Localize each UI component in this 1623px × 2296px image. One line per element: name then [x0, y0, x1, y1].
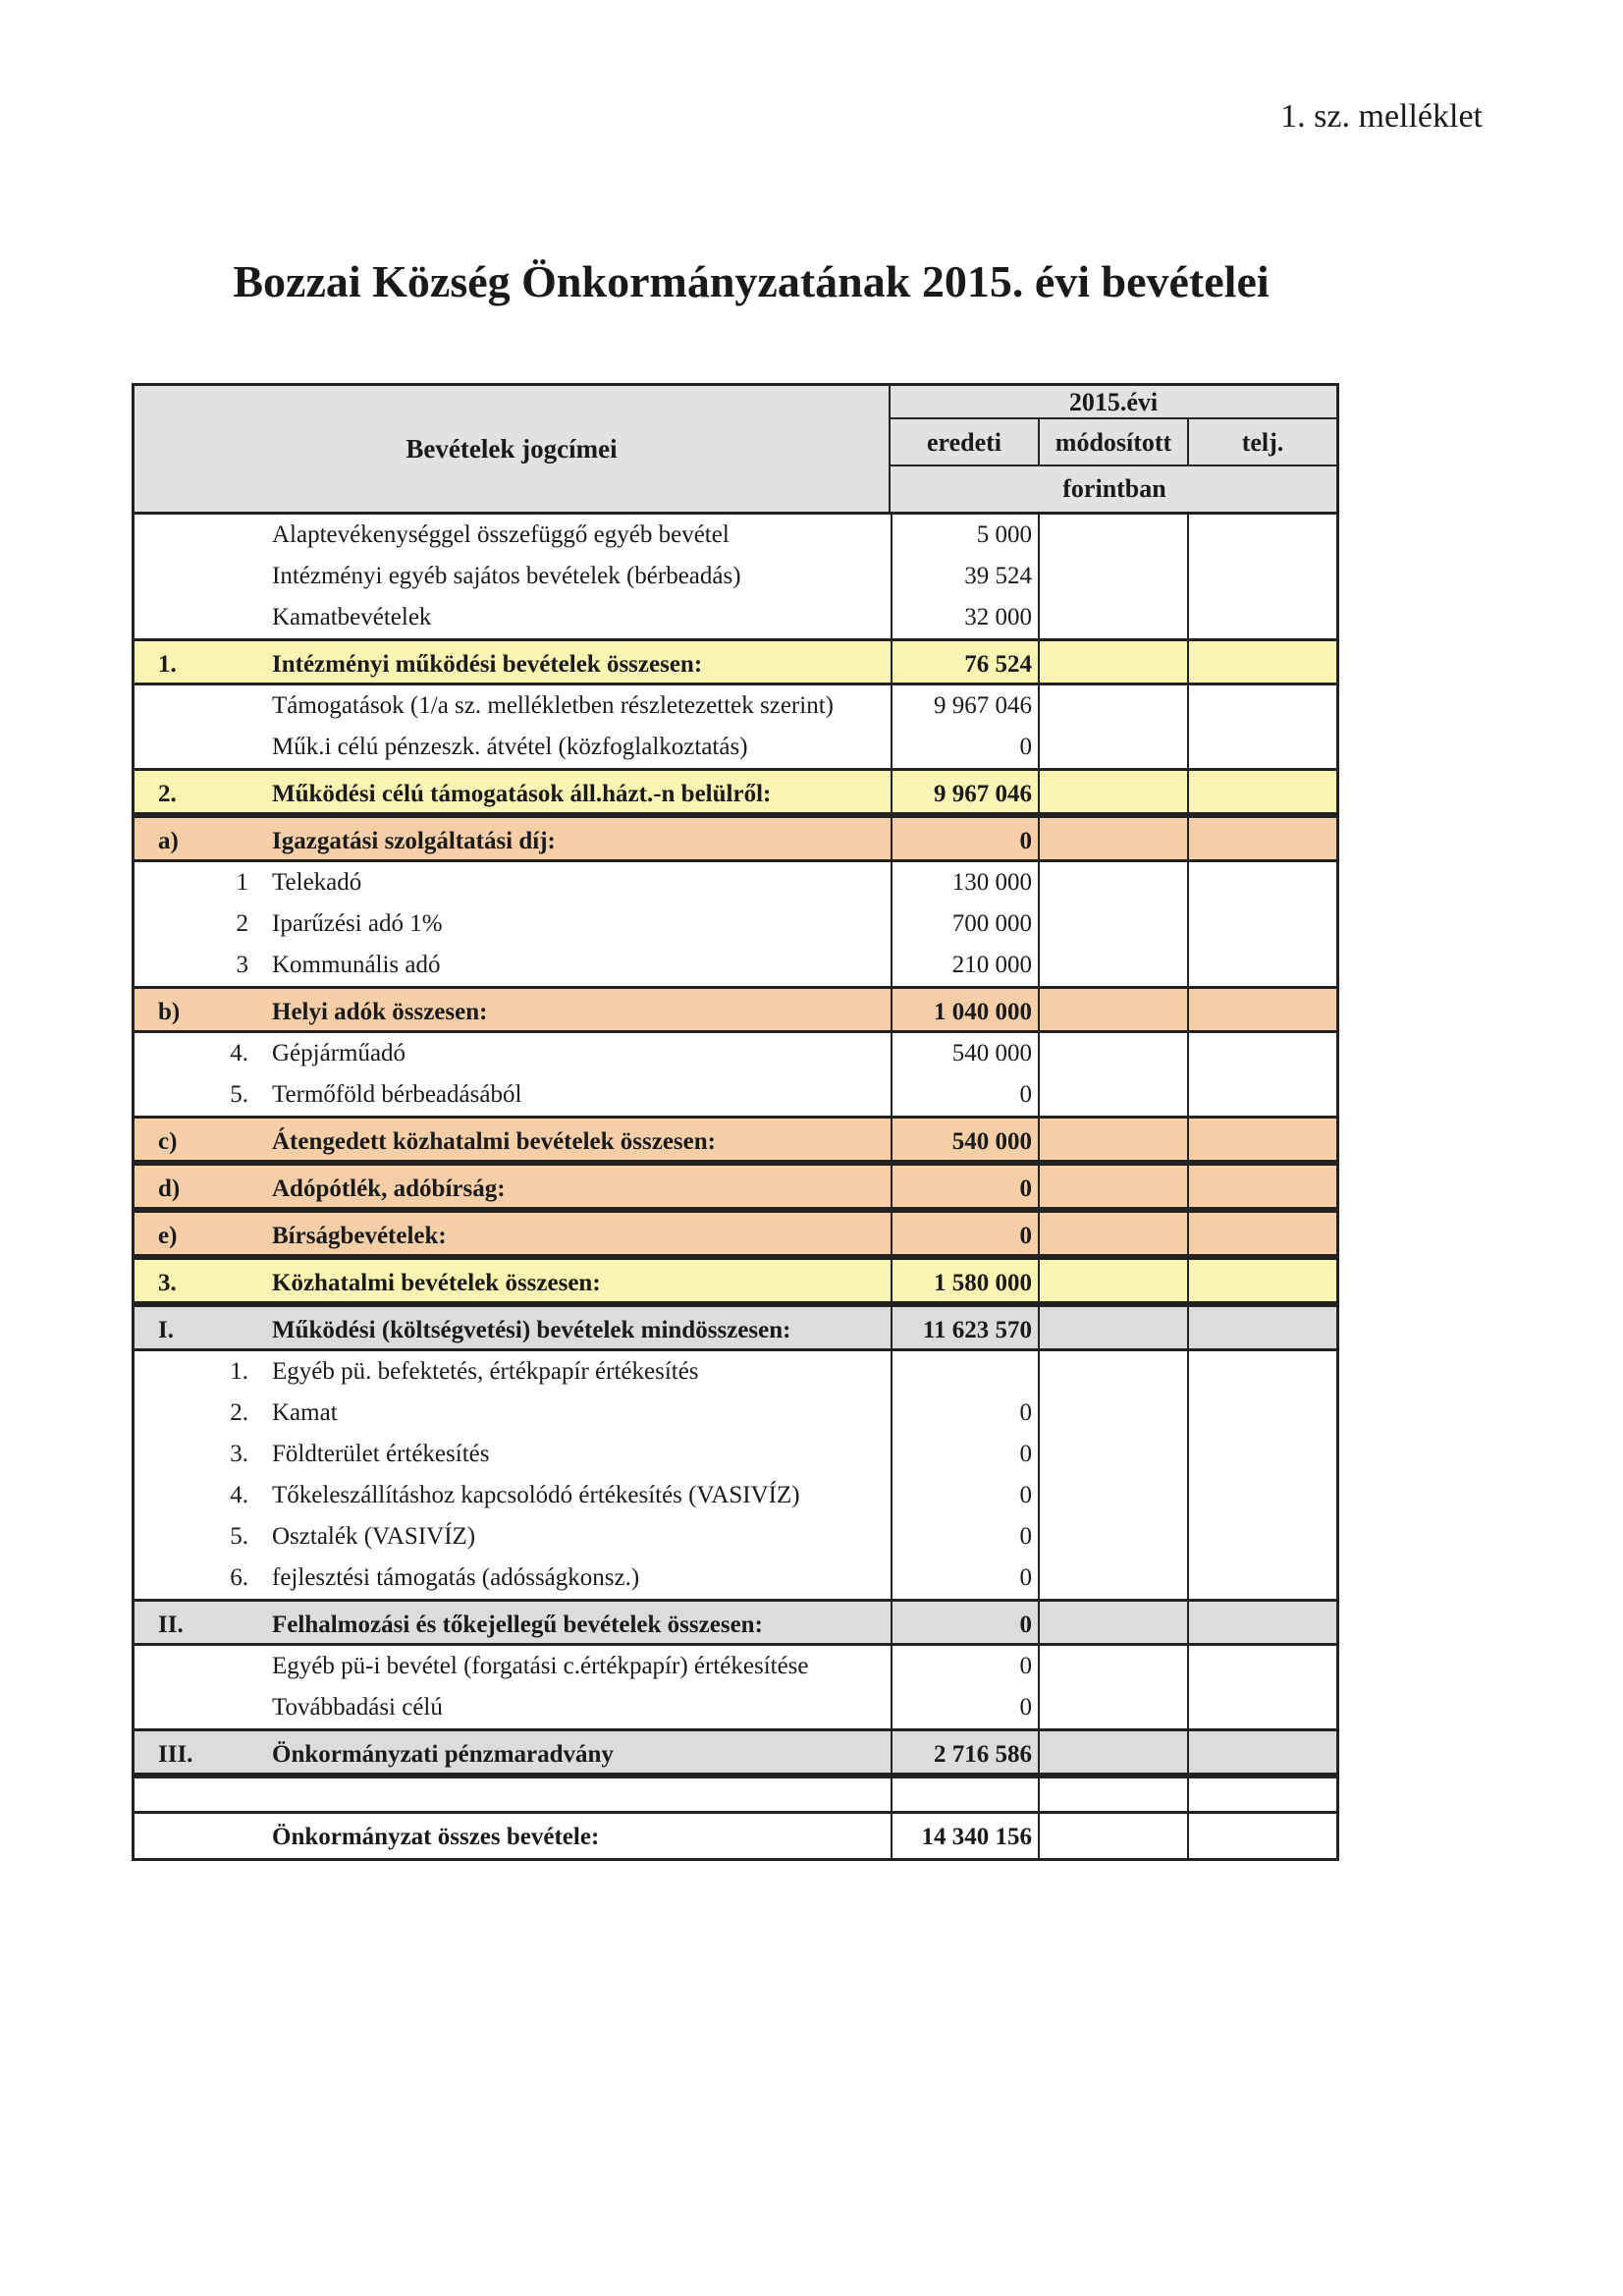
row-value-modositott — [1040, 1778, 1189, 1811]
row-value-modositott — [1040, 771, 1189, 812]
row-value-eredeti: 1 580 000 — [891, 1260, 1040, 1301]
row-value-modositott — [1040, 641, 1189, 683]
row-number: 2. — [230, 1399, 248, 1426]
row-value-modositott — [1040, 1646, 1189, 1687]
row-value-eredeti: 32 000 — [891, 597, 1040, 638]
row-label: fejlesztési támogatás (adósságkonsz.) — [272, 1564, 640, 1591]
row-label: Egyéb pü. befektetés, értékpapír értékesítés — [272, 1358, 699, 1385]
row-value-telj — [1189, 1434, 1336, 1475]
row-number: 6. — [230, 1564, 248, 1591]
row-label: Igazgatási szolgáltatási díj: — [272, 828, 556, 854]
row-number: 3. — [230, 1441, 248, 1467]
table-row — [135, 1558, 1336, 1599]
row-value-eredeti: 9 967 046 — [891, 685, 1040, 727]
row-label: Műk.i célú pénzeszk. átvétel (közfoglalkoztatás) — [272, 734, 748, 760]
row-value-modositott — [1040, 862, 1189, 903]
row-number: c) — [158, 1128, 178, 1155]
row-label: Önkormányzat összes bevétele: — [272, 1824, 600, 1850]
row-value-eredeti: 0 — [891, 1516, 1040, 1558]
table-row — [135, 556, 1336, 597]
row-number: 1. — [158, 651, 177, 678]
row-value-eredeti: 5 000 — [891, 515, 1040, 556]
row-label: Átengedett közhatalmi bevételek összesen: — [272, 1128, 716, 1155]
row-value-telj — [1189, 556, 1336, 597]
table-body — [135, 515, 1336, 1858]
header-label: Bevételek jogcímei — [135, 386, 891, 512]
row-value-telj — [1189, 771, 1336, 812]
row-label: Adópótlék, adóbírság: — [272, 1175, 506, 1202]
row-value-telj — [1189, 1687, 1336, 1728]
table-row — [135, 1687, 1336, 1728]
row-value-telj — [1189, 989, 1336, 1030]
row-value-modositott — [1040, 1074, 1189, 1116]
row-value-telj — [1189, 1213, 1336, 1254]
row-label: Kamatbevételek — [272, 604, 432, 630]
row-value-modositott — [1040, 989, 1189, 1030]
header-col-eredeti: eredeti — [891, 419, 1040, 466]
table-row — [135, 1516, 1336, 1558]
table-row — [135, 685, 1336, 727]
row-value-modositott — [1040, 597, 1189, 638]
row-label: Földterület értékesítés — [272, 1441, 490, 1467]
annex-label: 1. sz. melléklet — [1280, 98, 1483, 135]
row-value-modositott — [1040, 727, 1189, 768]
row-value-eredeti: 0 — [891, 1602, 1040, 1643]
table-row — [135, 945, 1336, 986]
row-value-modositott — [1040, 1687, 1189, 1728]
blank-row — [135, 1776, 1336, 1811]
row-value-modositott — [1040, 1516, 1189, 1558]
row-value-eredeti: 76 524 — [891, 641, 1040, 683]
row-number: 4. — [230, 1482, 248, 1508]
row-value-telj — [1189, 1475, 1336, 1516]
row-label: Felhalmozási és tőkejellegű bevételek összesen: — [272, 1612, 763, 1638]
row-value-modositott — [1040, 685, 1189, 727]
row-value-eredeti — [891, 1778, 1040, 1811]
row-value-modositott — [1040, 1166, 1189, 1207]
row-number: 2. — [158, 781, 177, 807]
row-number: 3 — [236, 952, 248, 978]
page-title: Bozzai Község Önkormányzatának 2015. évi bevételei — [233, 256, 1270, 306]
row-value-modositott — [1040, 1119, 1189, 1160]
row-number: II. — [158, 1612, 184, 1638]
row-value-modositott — [1040, 1475, 1189, 1516]
row-value-telj — [1189, 1731, 1336, 1773]
row-value-eredeti: 0 — [891, 1687, 1040, 1728]
table-row — [135, 1074, 1336, 1116]
row-number: III. — [158, 1741, 193, 1768]
row-value-modositott — [1040, 1260, 1189, 1301]
row-value-modositott — [1040, 1434, 1189, 1475]
row-label: Gépjárműadó — [272, 1040, 406, 1066]
row-value-modositott — [1040, 515, 1189, 556]
row-value-telj — [1189, 1778, 1336, 1811]
row-value-eredeti: 0 — [891, 1166, 1040, 1207]
row-label: Működési célú támogatások áll.házt.-n belülről: — [272, 781, 772, 807]
table-header — [135, 386, 1336, 515]
row-value-modositott — [1040, 1307, 1189, 1348]
row-label: Alaptevékenységgel összefüggő egyéb bevétel — [272, 521, 730, 548]
row-number: b) — [158, 999, 181, 1025]
row-value-modositott — [1040, 903, 1189, 945]
row-number: I. — [158, 1317, 174, 1343]
row-label: Kamat — [272, 1399, 338, 1426]
row-value-eredeti — [891, 1351, 1040, 1393]
table-total-row — [135, 1599, 1336, 1646]
row-value-telj — [1189, 945, 1336, 986]
row-value-eredeti: 2 716 586 — [891, 1731, 1040, 1773]
row-value-eredeti: 39 524 — [891, 556, 1040, 597]
row-label: Intézményi működési bevételek összesen: — [272, 651, 703, 678]
row-number: 1 — [236, 869, 248, 896]
row-label: Osztalék (VASIVÍZ) — [272, 1523, 476, 1550]
row-value-modositott — [1040, 1814, 1189, 1858]
row-value-telj — [1189, 597, 1336, 638]
row-value-telj — [1189, 818, 1336, 859]
row-value-eredeti: 540 000 — [891, 1033, 1040, 1074]
row-value-eredeti: 0 — [891, 1558, 1040, 1599]
table-row — [135, 1393, 1336, 1434]
row-value-telj — [1189, 1166, 1336, 1207]
row-number: 1. — [230, 1358, 248, 1385]
row-value-telj — [1189, 1602, 1336, 1643]
row-value-eredeti: 0 — [891, 727, 1040, 768]
row-number: 2 — [236, 910, 248, 937]
table-row — [135, 597, 1336, 638]
row-label: Közhatalmi bevételek összesen: — [272, 1270, 601, 1296]
row-value-eredeti: 0 — [891, 1475, 1040, 1516]
header-col-telj: telj. — [1189, 419, 1336, 466]
row-number: d) — [158, 1175, 181, 1202]
row-value-telj — [1189, 1260, 1336, 1301]
row-number: e) — [158, 1223, 178, 1249]
table-row — [135, 1475, 1336, 1516]
table-total-row — [135, 815, 1336, 862]
row-value-telj — [1189, 1307, 1336, 1348]
header-unit: forintban — [1062, 474, 1166, 503]
row-value-telj — [1189, 862, 1336, 903]
row-value-telj — [1189, 1074, 1336, 1116]
table-total-row — [135, 1210, 1336, 1257]
revenue-table — [132, 383, 1339, 1861]
row-label: Iparűzési adó 1% — [272, 910, 443, 937]
row-value-telj — [1189, 727, 1336, 768]
row-value-eredeti: 130 000 — [891, 862, 1040, 903]
table-total-row — [135, 1163, 1336, 1210]
table-row — [135, 903, 1336, 945]
header-year: 2015.évi — [891, 386, 1336, 419]
header-col-modositott: módosított — [1040, 419, 1189, 466]
row-label: Telekadó — [272, 869, 362, 896]
row-value-eredeti: 0 — [891, 1213, 1040, 1254]
table-total-row — [135, 768, 1336, 815]
table-total-row — [135, 1728, 1336, 1776]
row-value-telj — [1189, 1646, 1336, 1687]
row-value-telj — [1189, 1516, 1336, 1558]
row-value-telj — [1189, 1393, 1336, 1434]
row-label: Működési (költségvetési) bevételek mindösszesen: — [272, 1317, 791, 1343]
table-total-row — [135, 1304, 1336, 1351]
row-value-modositott — [1040, 1033, 1189, 1074]
row-value-eredeti: 700 000 — [891, 903, 1040, 945]
row-value-telj — [1189, 1814, 1336, 1858]
row-label: Továbbadási célú — [272, 1694, 443, 1721]
row-value-telj — [1189, 1033, 1336, 1074]
table-row — [135, 515, 1336, 556]
table-row — [135, 862, 1336, 903]
table-row — [135, 727, 1336, 768]
row-value-modositott — [1040, 556, 1189, 597]
row-value-eredeti: 210 000 — [891, 945, 1040, 986]
row-label: Intézményi egyéb sajátos bevételek (bérbeadás) — [272, 563, 741, 589]
row-number: 3. — [158, 1270, 177, 1296]
row-value-modositott — [1040, 1558, 1189, 1599]
row-value-eredeti: 0 — [891, 1434, 1040, 1475]
row-value-eredeti: 14 340 156 — [891, 1814, 1040, 1858]
row-value-telj — [1189, 1119, 1336, 1160]
row-value-modositott — [1040, 1393, 1189, 1434]
row-label: Bírságbevételek: — [272, 1223, 447, 1249]
table-row — [135, 1351, 1336, 1393]
row-label: Támogatások (1/a sz. mellékletben részletezettek szerint) — [272, 692, 834, 719]
row-label: Kommunális adó — [272, 952, 441, 978]
row-value-telj — [1189, 515, 1336, 556]
row-value-modositott — [1040, 818, 1189, 859]
row-value-modositott — [1040, 1213, 1189, 1254]
row-value-telj — [1189, 1558, 1336, 1599]
row-label: Helyi adók összesen: — [272, 999, 488, 1025]
row-number: a) — [158, 828, 179, 854]
row-value-eredeti: 0 — [891, 1074, 1040, 1116]
grand-total-row — [135, 1811, 1336, 1858]
row-value-eredeti: 9 967 046 — [891, 771, 1040, 812]
row-value-modositott — [1040, 1602, 1189, 1643]
row-number: 4. — [230, 1040, 248, 1066]
row-value-eredeti: 0 — [891, 1646, 1040, 1687]
row-value-eredeti: 0 — [891, 818, 1040, 859]
row-value-eredeti: 1 040 000 — [891, 989, 1040, 1030]
row-label: Önkormányzati pénzmaradvány — [272, 1741, 614, 1768]
row-value-modositott — [1040, 945, 1189, 986]
table-total-row — [135, 1116, 1336, 1163]
row-value-telj — [1189, 641, 1336, 683]
table-row — [135, 1033, 1336, 1074]
row-value-eredeti: 11 623 570 — [891, 1307, 1040, 1348]
row-value-eredeti: 0 — [891, 1393, 1040, 1434]
table-total-row — [135, 986, 1336, 1033]
row-label: Tőkeleszállításhoz kapcsolódó értékesítés (VASIVÍZ) — [272, 1482, 800, 1508]
row-number: 5. — [230, 1523, 248, 1550]
table-row — [135, 1434, 1336, 1475]
row-value-telj — [1189, 685, 1336, 727]
row-number: 5. — [230, 1081, 248, 1108]
row-label: Egyéb pü-i bevétel (forgatási c.értékpapír) értékesítése — [272, 1653, 809, 1679]
row-value-modositott — [1040, 1351, 1189, 1393]
row-label: Termőföld bérbeadásából — [272, 1081, 522, 1108]
row-value-telj — [1189, 1351, 1336, 1393]
table-total-row — [135, 1257, 1336, 1304]
row-value-eredeti: 540 000 — [891, 1119, 1040, 1160]
table-row — [135, 1646, 1336, 1687]
row-value-telj — [1189, 903, 1336, 945]
row-value-modositott — [1040, 1731, 1189, 1773]
table-total-row — [135, 638, 1336, 685]
